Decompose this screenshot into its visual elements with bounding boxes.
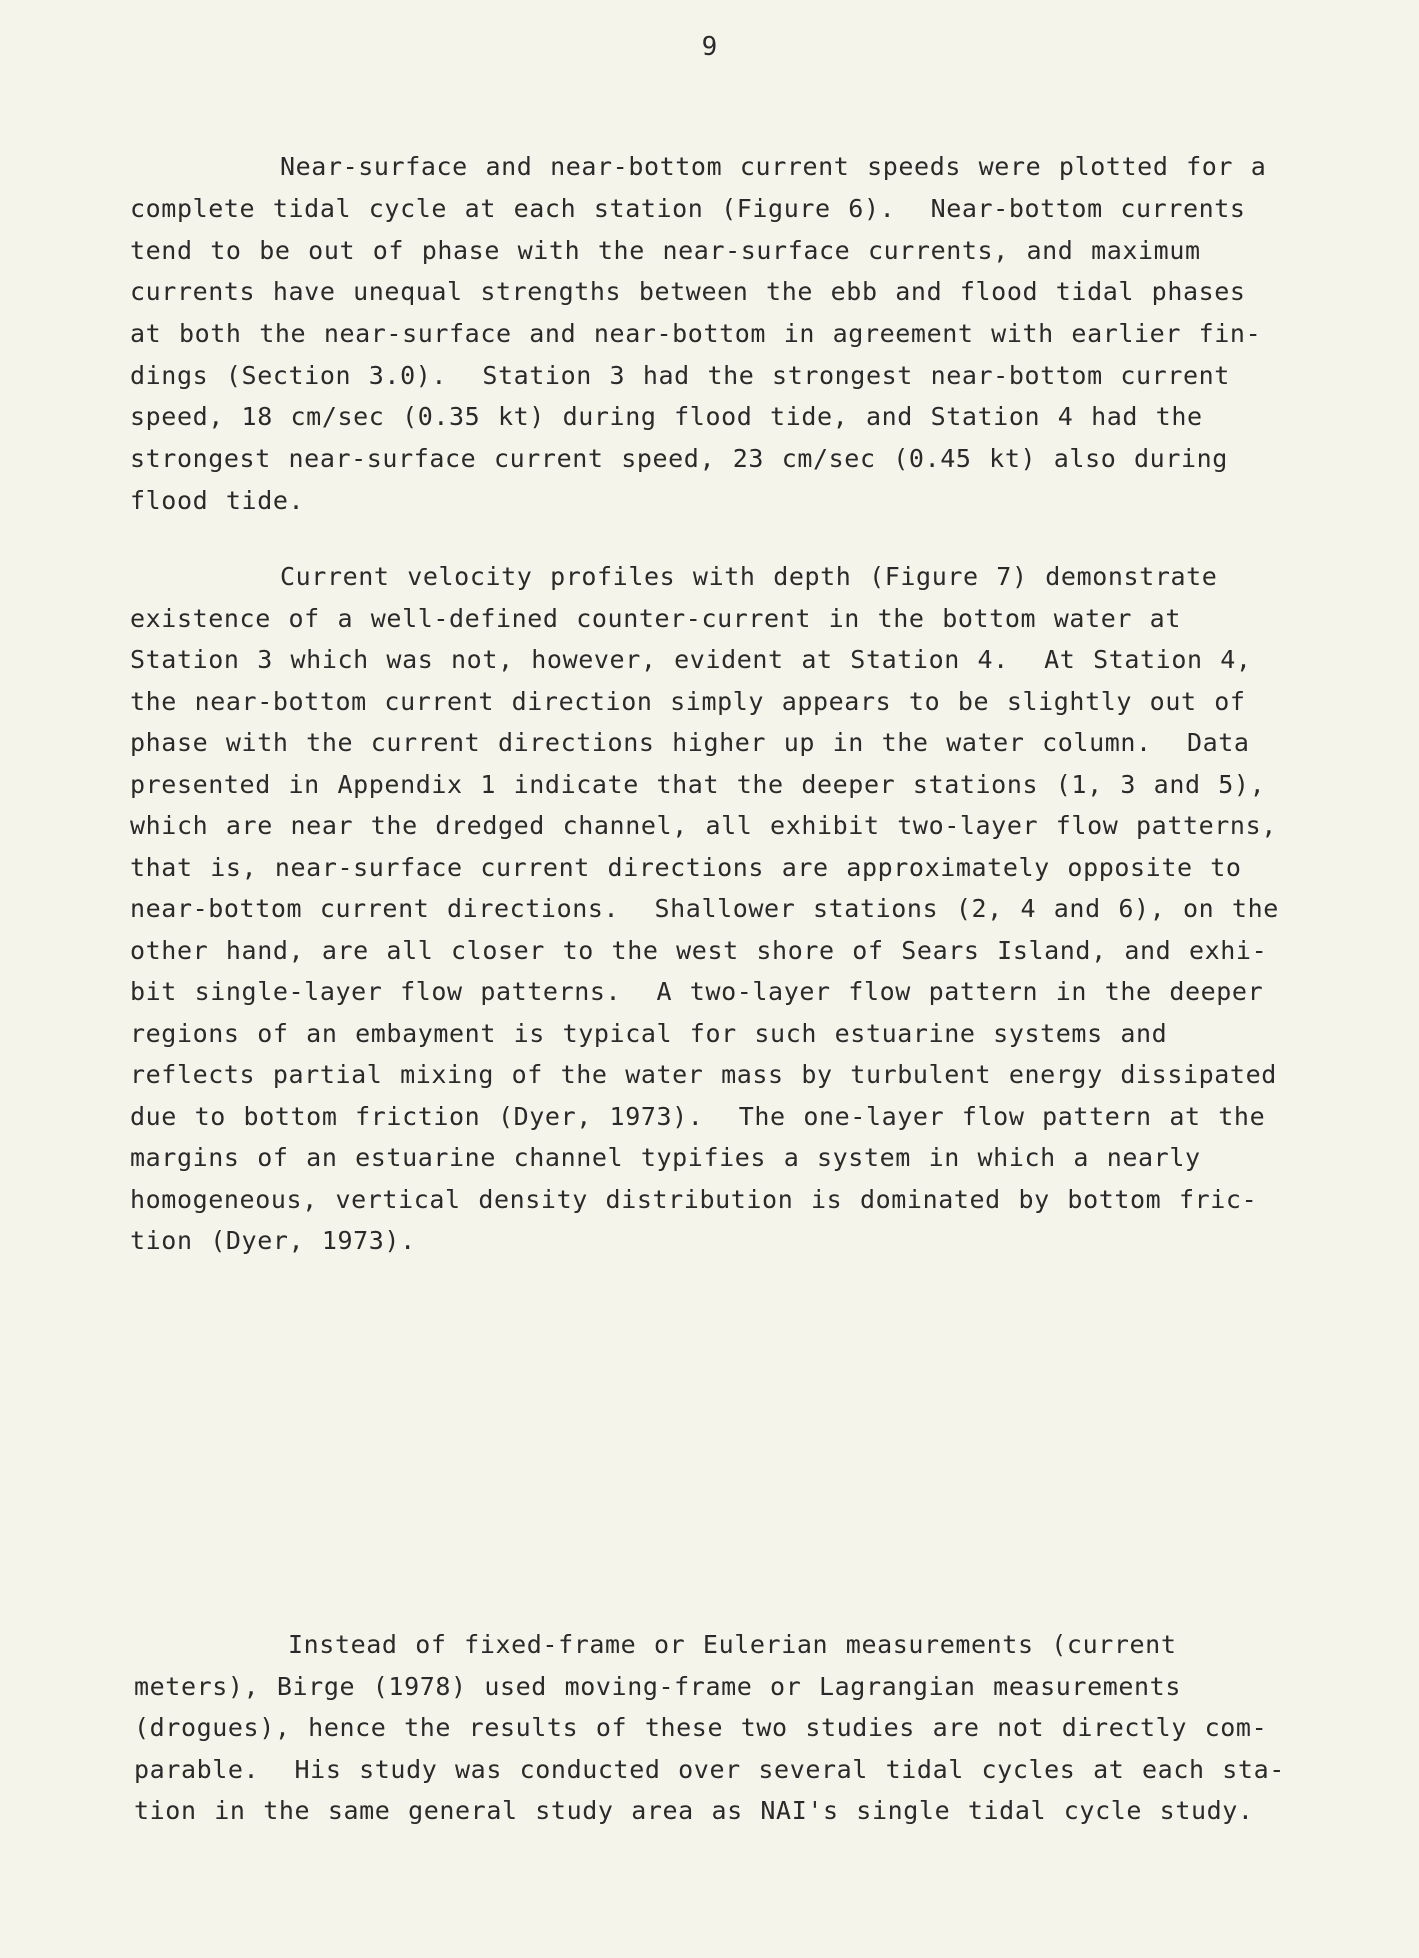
paragraph-line: tion in the same general study area as NAI's single tidal cycle study. bbox=[134, 1796, 1254, 1825]
paragraph-line: (drogues), hence the results of these two studies are not directly com- bbox=[134, 1713, 1268, 1742]
paragraph-line: other hand, are all closer to the west shore of Sears Island, and exhi- bbox=[130, 936, 1268, 965]
paragraph-line: speed, 18 cm/sec (0.35 kt) during flood tide, and Station 4 had the bbox=[130, 402, 1203, 431]
page-number: 9 bbox=[701, 32, 718, 62]
paragraph-line: homogeneous, vertical density distribution is dominated by bottom fric- bbox=[130, 1185, 1258, 1214]
paragraph-line: bit single-layer flow patterns. A two-layer flow pattern in the deeper bbox=[130, 977, 1264, 1006]
paragraph-line: currents have unequal strengths between the ebb and flood tidal phases bbox=[130, 277, 1246, 306]
paragraph-line: reflects partial mixing of the water mass by turbulent energy dissipated bbox=[130, 1060, 1277, 1089]
paragraph-line: which are near the dredged channel, all exhibit two-layer flow patterns, bbox=[130, 811, 1277, 840]
paragraph-birge-comparison bbox=[134, 1630, 1354, 1850]
paragraph-line: phase with the current directions higher up in the water column. Data bbox=[130, 728, 1250, 757]
paragraph-line: strongest near-surface current speed, 23 cm/sec (0.45 kt) also during bbox=[130, 444, 1228, 473]
paragraph-line: existence of a well-defined counter-current in the bottom water at bbox=[130, 604, 1181, 633]
paragraph-line: at both the near-surface and near-bottom in agreement with earlier fin- bbox=[130, 319, 1262, 348]
paragraph-line: complete tidal cycle at each station (Figure 6). Near-bottom currents bbox=[130, 194, 1246, 223]
paragraph-line: tend to be out of phase with the near-surface currents, and maximum bbox=[130, 236, 1201, 265]
paragraph-line: parable. His study was conducted over several tidal cycles at each sta- bbox=[134, 1755, 1285, 1784]
paragraph-velocity-profiles bbox=[130, 562, 1350, 1272]
paragraph-current-speeds bbox=[130, 152, 1350, 532]
paragraph-line: regions of an embayment is typical for such estuarine systems and bbox=[130, 1019, 1168, 1048]
paragraph-line: flood tide. bbox=[130, 486, 305, 515]
paragraph-line: tion (Dyer, 1973). bbox=[130, 1226, 416, 1255]
paragraph-line: due to bottom friction (Dyer, 1973). The one-layer flow pattern at the bbox=[130, 1102, 1266, 1131]
paragraph-line: Instead of fixed-frame or Eulerian measurements (current bbox=[288, 1630, 1177, 1659]
paragraph-line: margins of an estuarine channel typifies a system in which a nearly bbox=[130, 1143, 1201, 1172]
paragraph-line: Current velocity profiles with depth (Figure 7) demonstrate bbox=[280, 562, 1218, 591]
paragraph-line: Near-surface and near-bottom current speeds were plotted for a bbox=[280, 152, 1267, 181]
paragraph-line: that is, near-surface current directions are approximately opposite to bbox=[130, 853, 1242, 882]
paragraph-line: meters), Birge (1978) used moving-frame or Lagrangian measurements bbox=[134, 1672, 1181, 1701]
paragraph-line: near-bottom current directions. Shallower stations (2, 4 and 6), on the bbox=[130, 894, 1279, 923]
paragraph-line: Station 3 which was not, however, evident at Station 4. At Station 4, bbox=[130, 645, 1252, 674]
paragraph-line: the near-bottom current direction simply appears to be slightly out of bbox=[130, 687, 1246, 716]
paragraph-line: presented in Appendix 1 indicate that the deeper stations (1, 3 and 5), bbox=[130, 770, 1266, 799]
paragraph-line: dings (Section 3.0). Station 3 had the strongest near-bottom current bbox=[130, 361, 1230, 390]
